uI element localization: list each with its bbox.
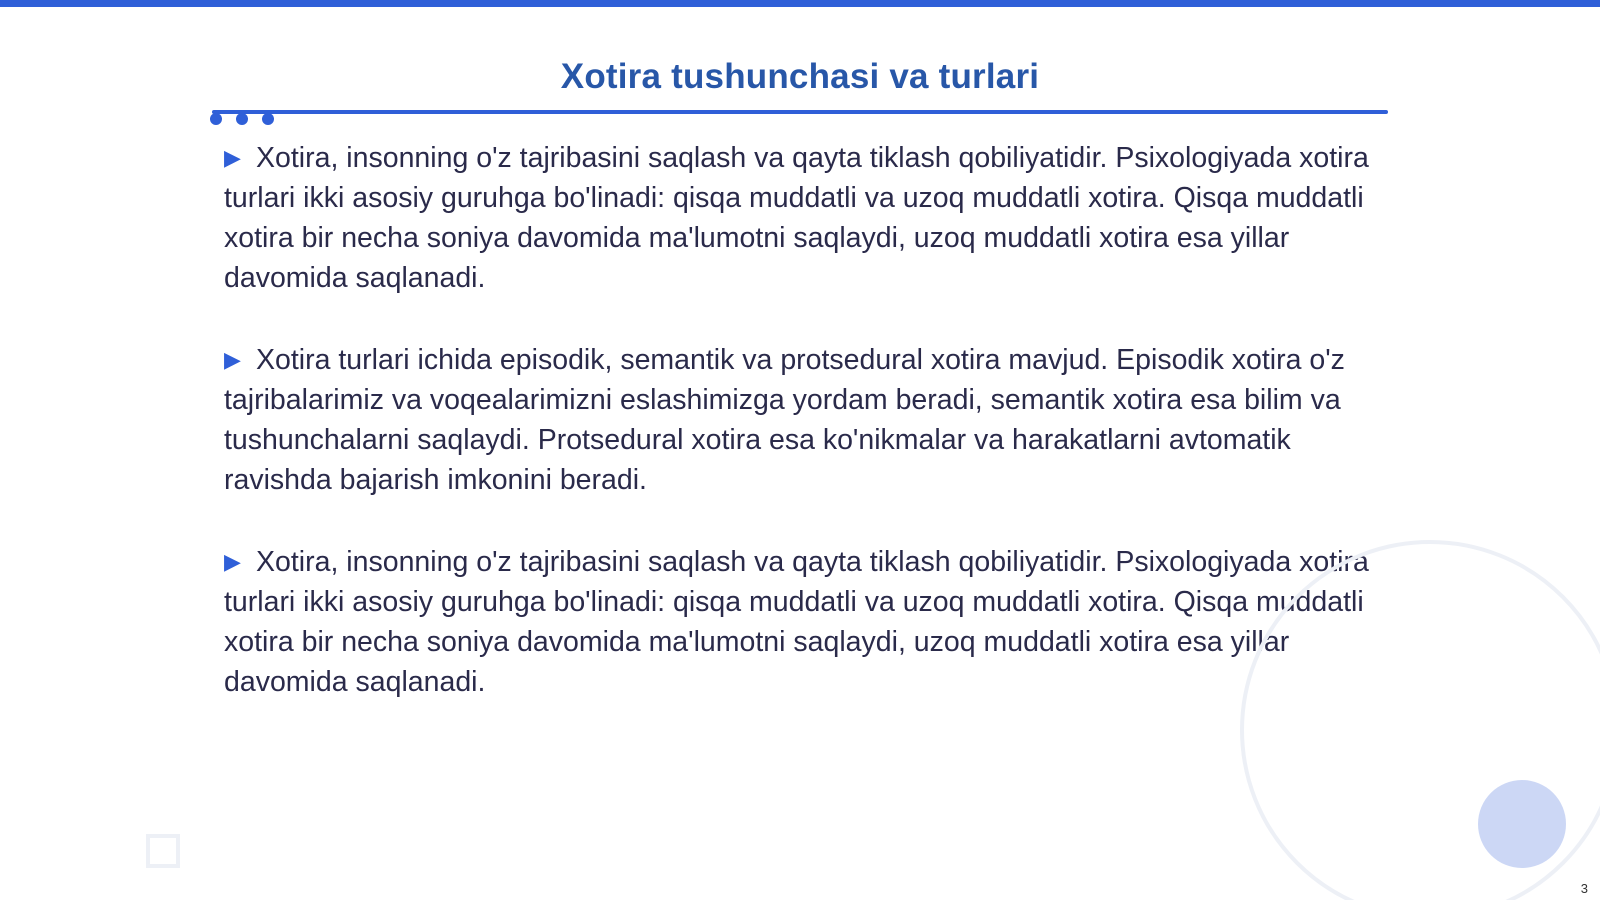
page-number: 3: [1580, 881, 1588, 896]
title-underline: [212, 110, 1388, 114]
underline-dot: [210, 113, 222, 125]
bullet-paragraph: [224, 138, 1384, 298]
bullet-paragraph: [224, 542, 1384, 702]
decorative-square: [146, 834, 180, 868]
underline-dot: [262, 113, 274, 125]
triangle-bullet-icon: ▶: [224, 347, 241, 372]
paragraph-text: Xotira, insonning o'z tajribasini saqlash va qayta tiklash qobiliyatidir. Psixologiyada xotira turlari ikki asosiy guruhga bo'linadi: qisqa muddatli va uzoq muddatli xotira. Qisqa muddatli xotira bir necha soniya davomida ma'lumotni saqlaydi, uzoq muddatli xotira esa yillar davomida saqlanadi.: [224, 546, 1369, 698]
decorative-circle: [1478, 780, 1566, 868]
triangle-bullet-icon: ▶: [224, 145, 241, 170]
paragraph-text: Xotira, insonning o'z tajribasini saqlash va qayta tiklash qobiliyatidir. Psixologiyada xotira turlari ikki asosiy guruhga bo'linadi: qisqa muddatli va uzoq muddatli xotira. Qisqa muddatli xotira bir necha soniya davomida ma'lumotni saqlaydi, uzoq muddatli xotira esa yillar davomida saqlanadi.: [224, 142, 1369, 294]
slide-title: Xotira tushunchasi va turlari: [560, 57, 1040, 96]
triangle-bullet-icon: ▶: [224, 549, 241, 574]
underline-dot: [236, 113, 248, 125]
paragraph-text: Xotira turlari ichida episodik, semantik va protsedural xotira mavjud. Episodik xotira o'z tajribalarimiz va voqealarimizni eslashimizga yordam beradi, semantik xotira esa bilim va tushunchalarni saqlaydi. Protsedural xotira esa ko'nikmalar va harakatlarni avtomatik ravishda bajarish imkonini beradi.: [224, 344, 1345, 496]
bullet-list: [224, 138, 1384, 744]
bullet-paragraph: [224, 340, 1384, 500]
top-accent-bar: [0, 0, 1600, 7]
